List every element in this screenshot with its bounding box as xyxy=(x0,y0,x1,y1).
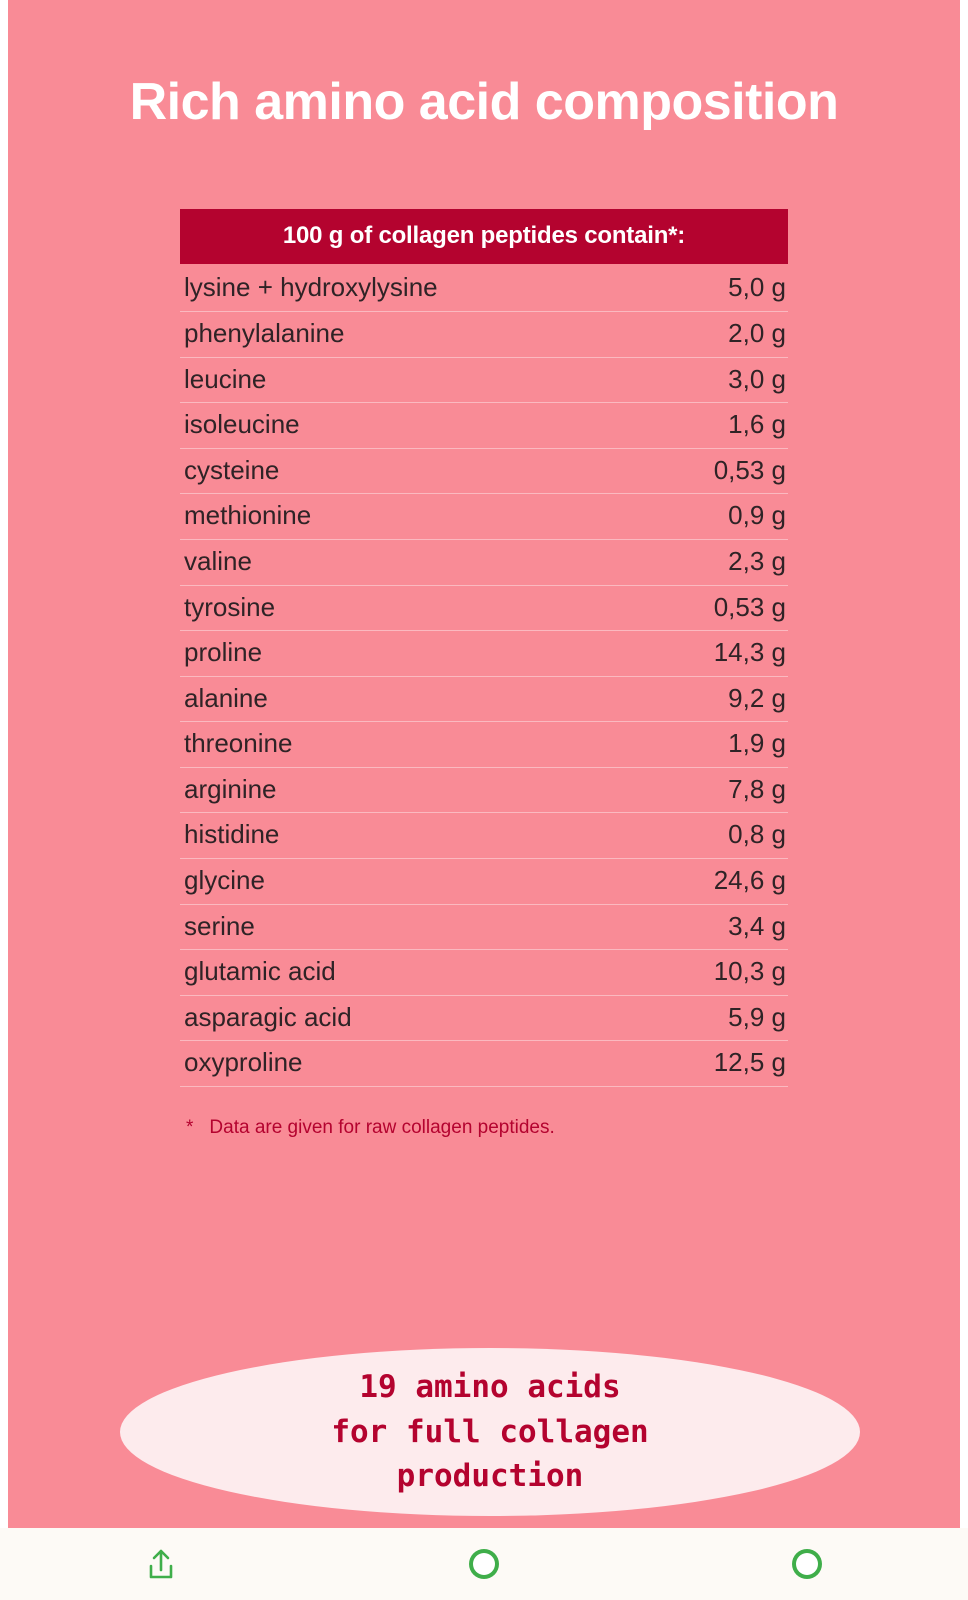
table-row xyxy=(180,539,788,585)
table-header: 100 g of collagen peptides contain*: xyxy=(180,209,788,264)
table-row xyxy=(180,494,788,540)
table-row xyxy=(180,631,788,677)
amino-acid-name: oxyproline xyxy=(184,1047,303,1078)
badge-line-2: for full collagen xyxy=(331,1413,649,1450)
footnote-text: Data are given for raw collagen peptides. xyxy=(209,1117,555,1139)
amino-acid-table-wrapper xyxy=(180,209,788,1087)
table-row xyxy=(180,813,788,859)
amino-acid-amount: 5,9 g xyxy=(728,1001,786,1032)
amino-acid-amount: 24,6 g xyxy=(713,865,786,896)
amino-acid-name: phenylalanine xyxy=(184,317,345,348)
amino-acid-name: leucine xyxy=(184,363,267,394)
amino-acid-name: serine xyxy=(184,910,255,941)
amino-acid-name: glutamic acid xyxy=(184,956,336,987)
footnote-marker: * xyxy=(186,1117,194,1139)
table-row xyxy=(180,722,788,768)
amino-acid-amount: 0,9 g xyxy=(728,500,786,531)
amino-acid-amount: 0,53 g xyxy=(713,591,786,622)
circle-icon xyxy=(790,1547,824,1581)
amino-acid-name: lysine + hydroxylysine xyxy=(184,272,438,303)
amino-acid-amount: 10,3 g xyxy=(713,956,786,987)
share-button[interactable] xyxy=(0,1528,323,1600)
amino-acid-amount: 3,4 g xyxy=(728,910,786,941)
amino-acid-name: isoleucine xyxy=(184,409,300,440)
amino-acid-name: asparagic acid xyxy=(184,1001,352,1032)
amino-acid-count-badge xyxy=(120,1348,860,1516)
table-row xyxy=(180,585,788,631)
table-row xyxy=(180,950,788,996)
amino-acid-name: valine xyxy=(184,545,252,576)
table-row xyxy=(180,264,788,311)
footnote xyxy=(180,1117,788,1140)
table-row xyxy=(180,995,788,1041)
amino-acid-table xyxy=(180,264,788,1087)
amino-acid-amount: 7,8 g xyxy=(728,773,786,804)
table-row xyxy=(180,403,788,449)
amino-acid-name: histidine xyxy=(184,819,280,850)
table-row xyxy=(180,1041,788,1087)
amino-acid-amount: 1,9 g xyxy=(728,728,786,759)
amino-acid-name: alanine xyxy=(184,682,268,713)
amino-acid-name: threonine xyxy=(184,728,293,759)
table-row xyxy=(180,859,788,905)
table-row xyxy=(180,357,788,403)
center-circle-button[interactable] xyxy=(323,1528,646,1600)
circle-icon xyxy=(467,1547,501,1581)
amino-acid-amount: 5,0 g xyxy=(728,272,786,303)
amino-acid-amount: 0,53 g xyxy=(713,454,786,485)
table-row xyxy=(180,311,788,357)
amino-acid-table-body xyxy=(180,264,788,1086)
amino-acid-name: proline xyxy=(184,637,263,668)
table-row xyxy=(180,904,788,950)
amino-acid-amount: 0,8 g xyxy=(728,819,786,850)
share-icon xyxy=(146,1548,176,1580)
amino-acid-amount: 1,6 g xyxy=(728,409,786,440)
amino-acid-name: glycine xyxy=(184,865,265,896)
table-row xyxy=(180,448,788,494)
amino-acid-amount: 3,0 g xyxy=(728,363,786,394)
amino-acid-amount: 9,2 g xyxy=(728,682,786,713)
amino-acid-card xyxy=(8,0,960,1528)
bottom-toolbar xyxy=(0,1528,968,1600)
badge-line-1: 19 amino acids xyxy=(359,1368,621,1405)
amino-acid-amount: 14,3 g xyxy=(713,637,786,668)
amino-acid-name: tyrosine xyxy=(184,591,276,622)
amino-acid-name: arginine xyxy=(184,773,277,804)
amino-acid-name: methionine xyxy=(184,500,312,531)
badge-line-3: production xyxy=(396,1458,584,1495)
table-row xyxy=(180,676,788,722)
amino-acid-amount: 12,5 g xyxy=(713,1047,786,1078)
amino-acid-name: cysteine xyxy=(184,454,280,485)
right-circle-button[interactable] xyxy=(645,1528,968,1600)
amino-acid-amount: 2,0 g xyxy=(728,317,786,348)
page-title: Rich amino acid composition xyxy=(129,73,839,131)
badge-text xyxy=(331,1365,648,1500)
amino-acid-amount: 2,3 g xyxy=(728,545,786,576)
table-row xyxy=(180,767,788,813)
